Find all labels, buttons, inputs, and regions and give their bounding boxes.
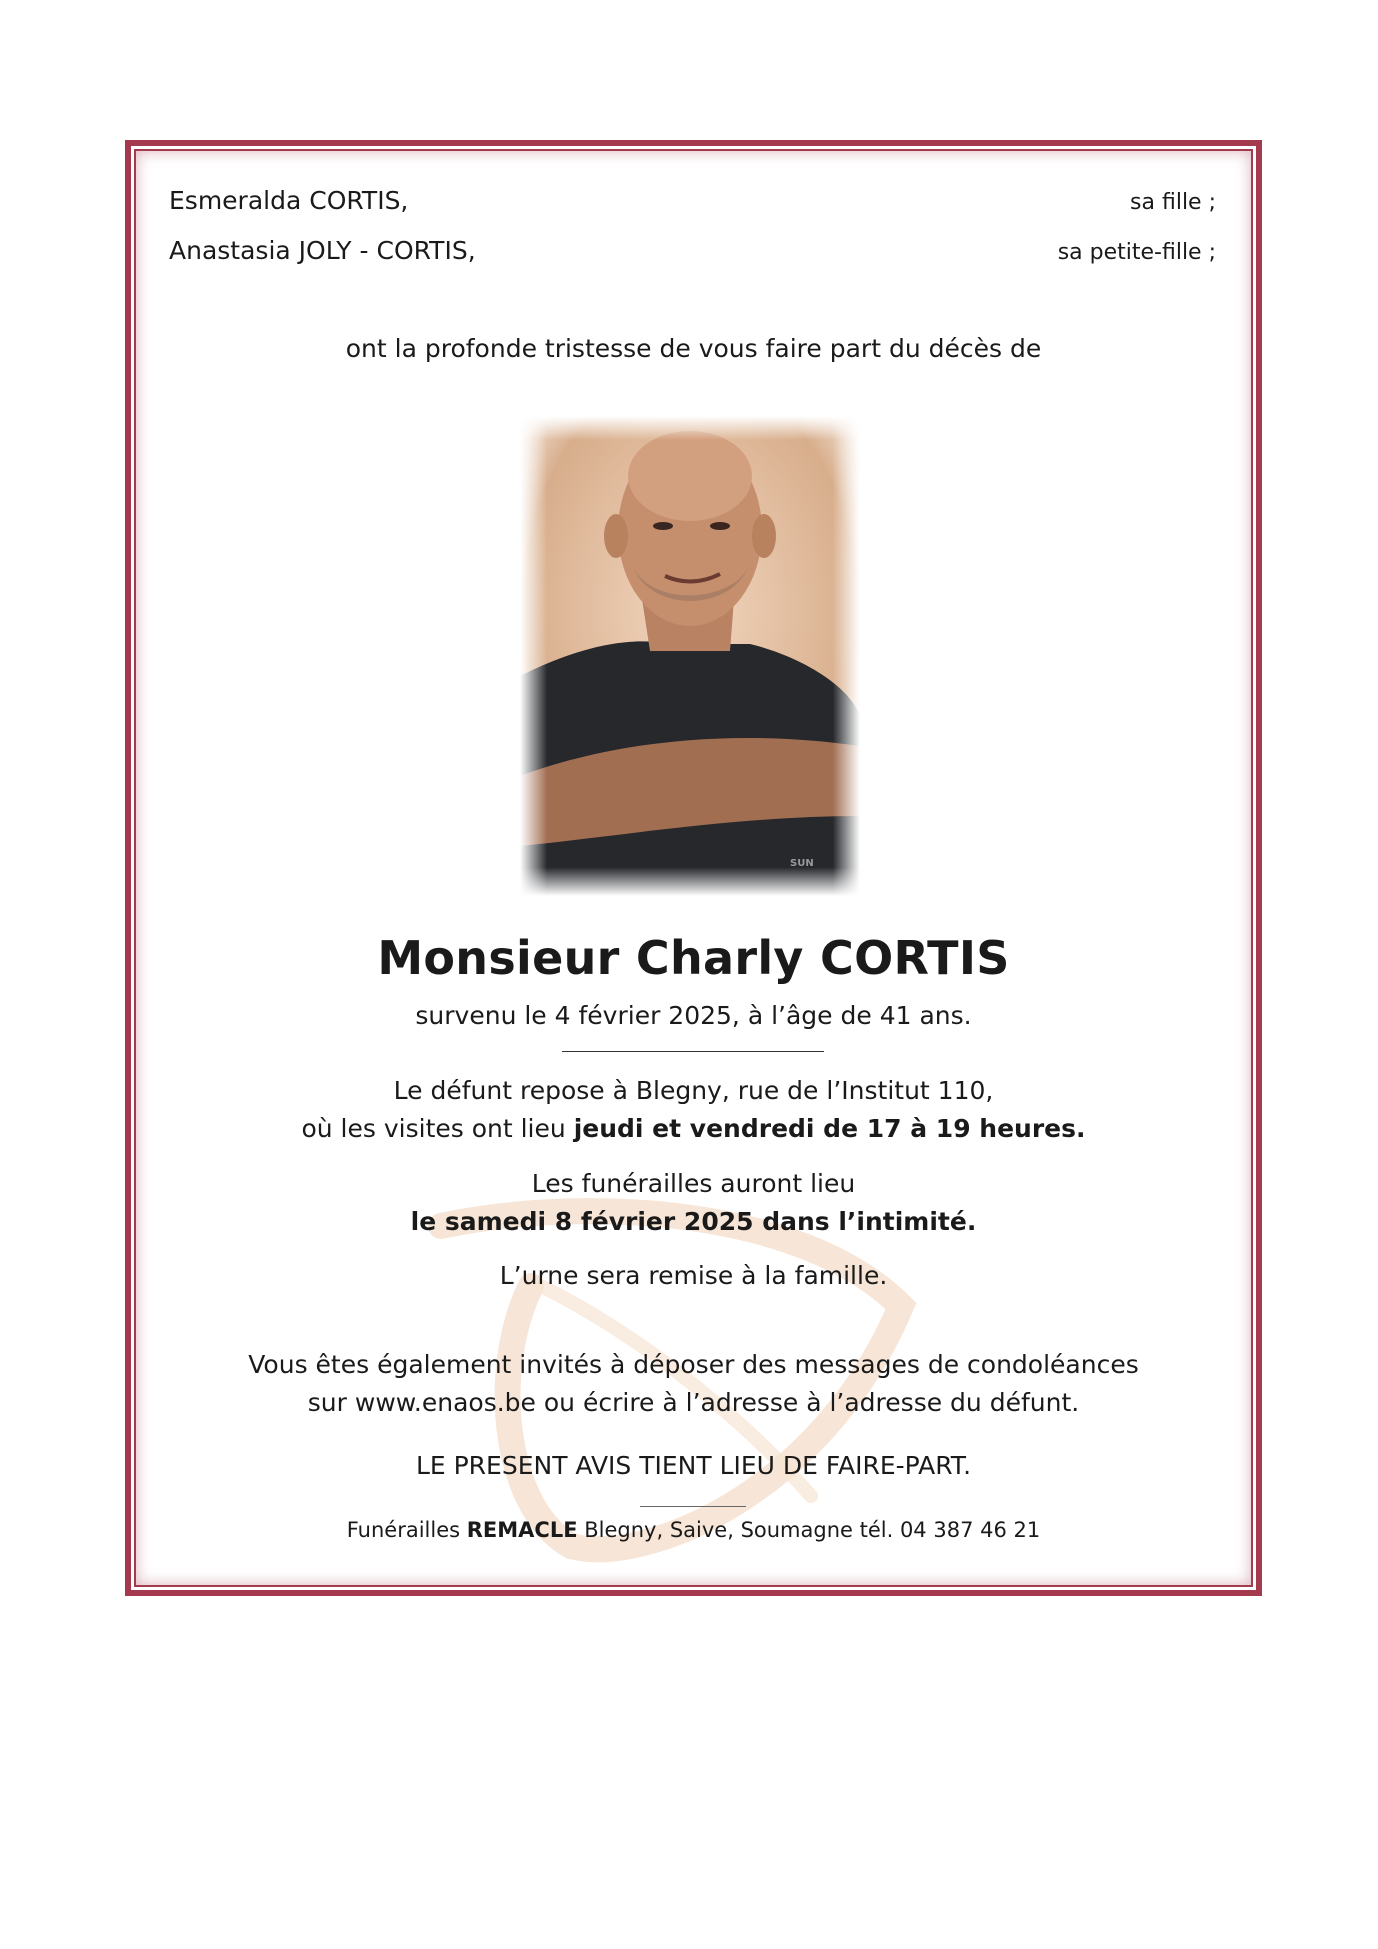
footer-prefix: Funérailles	[346, 1518, 467, 1542]
portrait-photo	[520, 416, 860, 896]
condolences-text: Vous êtes également invités à déposer des messages de condoléances	[248, 1350, 1139, 1379]
family-member-row	[169, 186, 1216, 226]
condolences-website-text: sur www.enaos.be ou écrire à l’adresse à l’adresse du défunt.	[307, 1388, 1080, 1417]
resting-place-text: Le défunt repose à Blegny, rue de l’Institut 110,	[393, 1076, 994, 1105]
deceased-details: survenu le 4 février 2025, à l’âge de 41 ans.	[415, 1001, 972, 1030]
obituary-frame	[125, 140, 1262, 1596]
funeral-intro-text: Les funérailles auront lieu	[531, 1169, 856, 1198]
family-member-row	[169, 236, 1216, 276]
deceased-name: Monsieur Charly CORTIS	[377, 931, 1010, 985]
announcement-text: ont la profonde tristesse de vous faire part du décès de	[345, 334, 1042, 363]
visiting-hours-bold: jeudi et vendredi de 17 à 19 heures.	[573, 1114, 1086, 1143]
section-divider	[562, 1051, 824, 1052]
urn-text: L’urne sera remise à la famille.	[499, 1261, 888, 1290]
funeral-home-footer	[131, 1518, 1256, 1542]
funeral-home-name: REMACLE	[466, 1518, 578, 1542]
footer-suffix: Blegny, Saive, Soumagne tél. 04 387 46 21	[577, 1518, 1041, 1542]
family-member-relation: sa petite-fille ;	[1057, 240, 1216, 265]
footer-divider	[640, 1506, 746, 1507]
family-member-relation: sa fille ;	[1130, 190, 1216, 215]
family-member-name: Anastasia JOLY - CORTIS,	[169, 236, 476, 265]
visiting-hours-prefix: où les visites ont lieu	[301, 1114, 574, 1143]
funeral-date-text: le samedi 8 février 2025 dans l’intimité.	[410, 1207, 977, 1236]
notice-text: LE PRESENT AVIS TIENT LIEU DE FAIRE-PART.	[415, 1451, 972, 1480]
family-member-name: Esmeralda CORTIS,	[169, 186, 409, 215]
visiting-hours-text	[131, 1114, 1256, 1143]
